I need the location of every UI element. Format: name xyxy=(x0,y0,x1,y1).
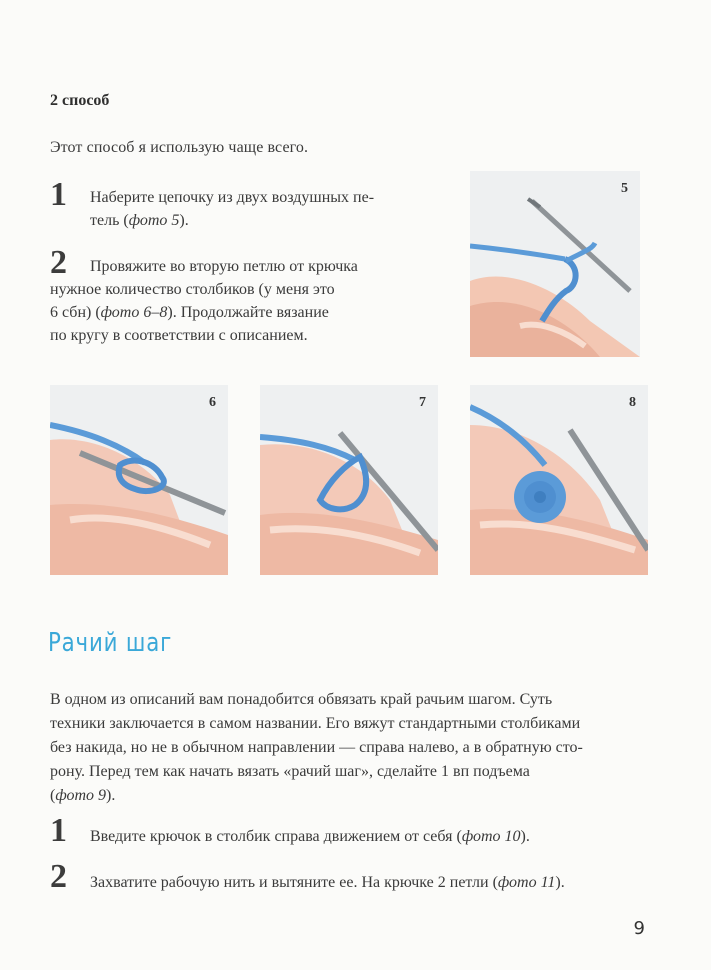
photo-number: 6 xyxy=(209,395,216,410)
photo-illustration xyxy=(470,385,648,575)
paragraph-line: В одном из описаний вам понадобится обвязать край рачьим шагом. Суть xyxy=(50,691,553,708)
photo-5 xyxy=(470,171,640,357)
step-number: 1 xyxy=(50,176,67,213)
step-text xyxy=(90,255,430,278)
step-text: Захватите рабочую нить и вытяните ее. На крючке 2 петли (фото 11). xyxy=(90,874,565,891)
method-heading: 2 способ xyxy=(50,92,110,109)
photo-illustration xyxy=(470,171,640,357)
photo-illustration xyxy=(260,385,438,575)
step-text xyxy=(90,186,430,232)
photo-6 xyxy=(50,385,228,575)
photo-number: 7 xyxy=(419,395,426,410)
section-title: Рачий шаг xyxy=(48,628,173,658)
step-line: тель (фото 5). xyxy=(90,212,189,229)
section-paragraph xyxy=(50,688,670,808)
step-line: нужное количество столбиков (у меня это xyxy=(50,281,335,298)
step-line: Наберите цепочку из двух воздушных пе- xyxy=(90,189,375,206)
photo-8 xyxy=(470,385,648,575)
step-number: 1 xyxy=(50,812,67,849)
step-number: 2 xyxy=(50,244,67,281)
photo-number: 5 xyxy=(621,181,628,196)
photo-7 xyxy=(260,385,438,575)
paragraph-line: техники заключается в самом названии. Его вяжут стандартными столбиками xyxy=(50,715,581,732)
step-text-cont xyxy=(50,278,430,347)
step-number: 2 xyxy=(50,858,67,895)
photo-illustration xyxy=(50,385,228,575)
paragraph-line: рону. Перед тем как начать вязать «рачий шаг», сделайте 1 вп подъема xyxy=(50,763,530,780)
method-intro: Этот способ я использую чаще всего. xyxy=(50,139,309,156)
paragraph-line: (фото 9). xyxy=(50,787,116,804)
step-line: 6 сбн) (фото 6–8). Продолжайте вязание xyxy=(50,304,329,321)
step-line: по кругу в соответствии с описанием. xyxy=(50,327,308,344)
page-number: 9 xyxy=(633,918,645,939)
step-line: Провяжите во вторую петлю от крючка xyxy=(90,258,358,275)
paragraph-line: без накида, но не в обычном направлении — справа налево, а в обратную сто- xyxy=(50,739,583,756)
step-text: Введите крючок в столбик справа движением от себя (фото 10). xyxy=(90,828,530,845)
photo-number: 8 xyxy=(629,395,636,410)
